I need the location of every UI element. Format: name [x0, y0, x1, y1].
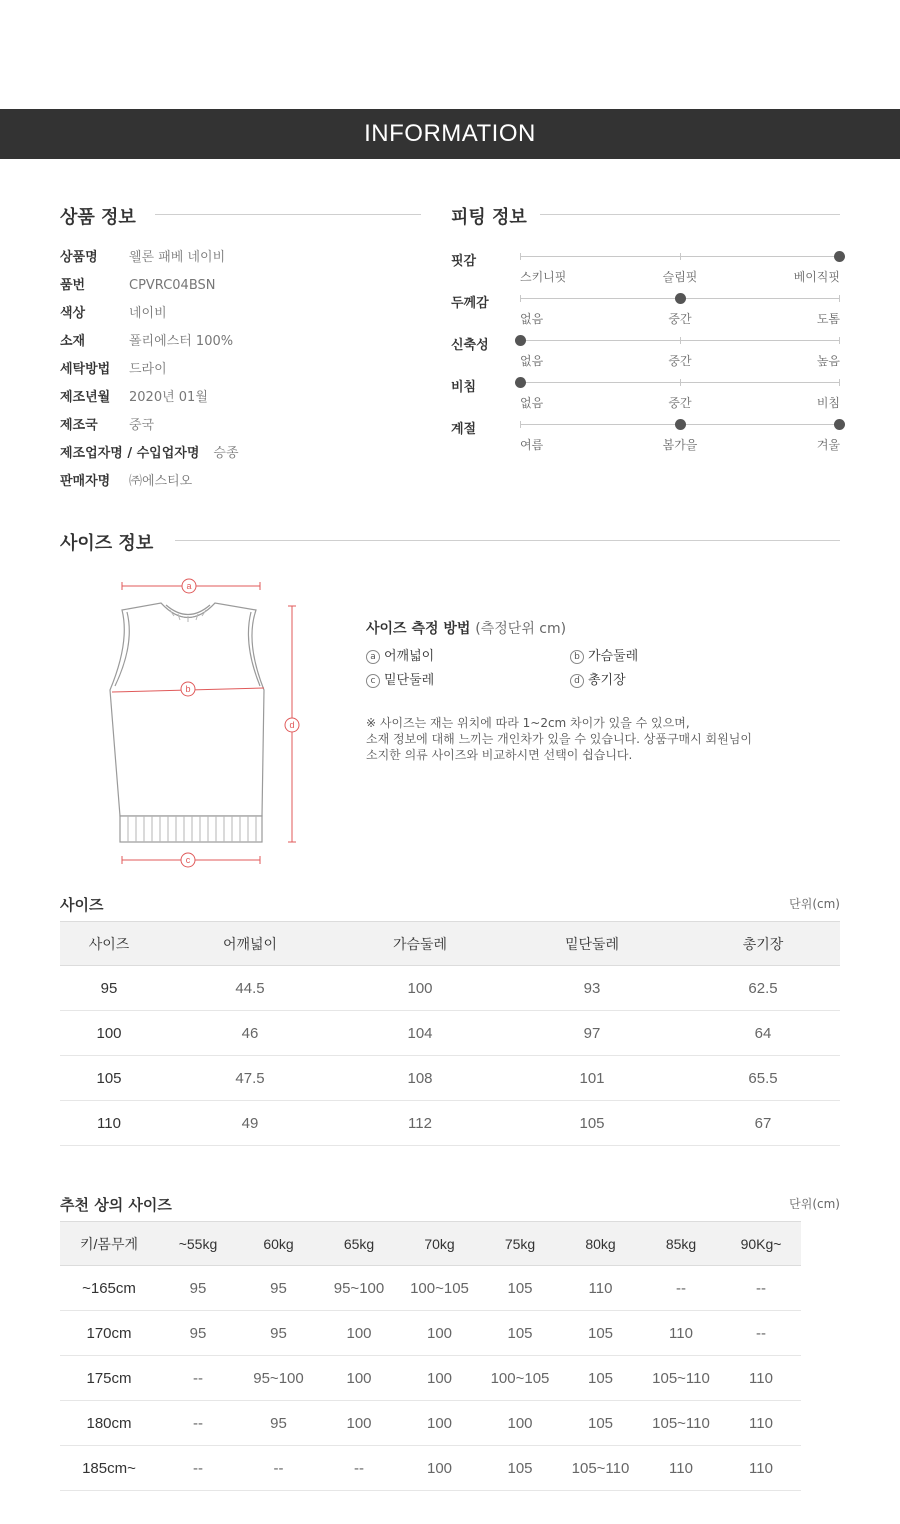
table-cell: 110 [721, 1356, 801, 1401]
measure-label-c: 밑단둘레 [384, 673, 435, 688]
fitting-track [520, 382, 840, 410]
table-cell: 105 [560, 1401, 641, 1446]
table-cell: -- [158, 1446, 238, 1491]
fitting-option: 스키니핏 [520, 270, 567, 284]
table-cell: 95 [238, 1311, 319, 1356]
table-header-row [60, 922, 840, 966]
measure-label-a: 어깨넓이 [384, 649, 435, 664]
table-cell: 105~110 [560, 1446, 641, 1491]
table-cell: 105 [480, 1266, 560, 1311]
product-info-title: 상품 정보 [60, 207, 136, 228]
product-info-value: 드라이 [129, 362, 167, 377]
table-cell: 105 [498, 1101, 686, 1146]
table-cell: 65.5 [686, 1056, 840, 1101]
table-header-cell: 키/몸무게 [60, 1222, 158, 1266]
product-info-value: 웰론 패베 네이비 [129, 250, 226, 265]
banner-title: INFORMATION [364, 120, 536, 147]
size-info-divider [175, 540, 840, 541]
fitting-option: 베이직핏 [793, 270, 840, 284]
product-info-row [60, 360, 167, 380]
size-table-unit: 단위(cm) [789, 897, 840, 911]
table-row [60, 1311, 840, 1356]
fitting-label: 핏감 [451, 254, 477, 269]
size-info-title: 사이즈 정보 [60, 533, 154, 554]
table-cell: 110 [641, 1446, 721, 1491]
table-cell: 44.5 [158, 966, 342, 1011]
table-header-cell: 총기장 [686, 922, 840, 966]
fitting-label: 신축성 [451, 338, 489, 353]
fitting-tick [680, 337, 681, 344]
table-cell: 104 [342, 1011, 498, 1056]
product-info-label: 색상 [60, 306, 86, 321]
fitting-selected-dot [515, 335, 526, 346]
table-header-cell: ~55kg [158, 1222, 238, 1266]
table-header-cell: 70kg [399, 1222, 480, 1266]
table-header-cell: 사이즈 [60, 922, 158, 966]
fitting-label: 계절 [451, 422, 477, 437]
product-info-value: ㈜에스티오 [129, 474, 193, 489]
table-cell: 105 [480, 1311, 560, 1356]
product-info-label: 품번 [60, 278, 86, 293]
fitting-selected-dot [675, 419, 686, 430]
table-cell: 110 [560, 1266, 641, 1311]
fitting-selected-dot [834, 419, 845, 430]
table-header-cell: 가슴둘레 [342, 922, 498, 966]
product-info-row [60, 332, 233, 352]
fitting-option: 슬림핏 [662, 270, 698, 284]
table-cell: 95 [238, 1401, 319, 1446]
table-cell: 100 [342, 966, 498, 1011]
measure-item-c [366, 669, 434, 688]
vest-diagram [100, 570, 310, 870]
table-cell: 175cm [60, 1356, 158, 1401]
fitting-track [520, 424, 840, 452]
table-cell: 100 [319, 1356, 399, 1401]
size-note-line-3: 소지한 의류 사이즈와 비교하시면 선택이 쉽습니다. [366, 748, 633, 762]
measure-item-b [570, 645, 638, 664]
table-cell: 47.5 [158, 1056, 342, 1101]
product-info-label: 제조년월 [60, 390, 111, 405]
table-cell: -- [158, 1356, 238, 1401]
fitting-option: 도톰 [816, 312, 840, 326]
marker-c-icon: c [366, 674, 380, 688]
marker-d-icon: d [570, 674, 584, 688]
fitting-tick [839, 337, 840, 344]
size-table-title: 사이즈 [60, 896, 104, 914]
table-cell: 170cm [60, 1311, 158, 1356]
table-cell: 110 [721, 1401, 801, 1446]
fitting-option: 봄가을 [662, 438, 698, 452]
marker-a-icon: a [366, 650, 380, 664]
fitting-selected-dot [515, 377, 526, 388]
fitting-track [520, 298, 840, 326]
fitting-tick [520, 253, 521, 260]
table-cell: 185cm~ [60, 1446, 158, 1491]
table-cell: 95 [158, 1311, 238, 1356]
fitting-track [520, 340, 840, 368]
table-cell: -- [721, 1266, 801, 1311]
fitting-option: 중간 [668, 354, 692, 368]
fitting-row [451, 334, 841, 374]
table-header-cell: 80kg [560, 1222, 641, 1266]
table-cell: 110 [641, 1311, 721, 1356]
table-cell: 112 [342, 1101, 498, 1146]
marker-d: d [289, 720, 295, 730]
fitting-option: 높음 [816, 354, 840, 368]
table-header-cell: 90Kg~ [721, 1222, 801, 1266]
product-info-row [60, 276, 215, 296]
recommend-table [60, 1221, 840, 1491]
product-info-divider [155, 214, 421, 215]
product-info-value: 2020년 01월 [129, 390, 208, 405]
fitting-option: 비침 [816, 396, 840, 410]
table-cell: 100 [60, 1011, 158, 1056]
product-info-value: 승종 [213, 446, 239, 461]
product-info-label: 제조업자명 / 수입업자명 [60, 446, 200, 461]
product-info-row [60, 416, 154, 436]
measure-method-label: 사이즈 측정 방법 [366, 621, 471, 637]
table-cell: -- [721, 1311, 801, 1356]
product-info-label: 제조국 [60, 418, 98, 433]
product-info-value: CPVRC04BSN [129, 278, 216, 293]
table-cell: 67 [686, 1101, 840, 1146]
table-cell: 49 [158, 1101, 342, 1146]
fitting-selected-dot [675, 293, 686, 304]
table-cell: 97 [498, 1011, 686, 1056]
measure-unit: (측정단위 cm) [475, 621, 567, 637]
table-cell: 100 [399, 1356, 480, 1401]
table-cell: 105 [60, 1056, 158, 1101]
fitting-option: 겨울 [816, 438, 840, 452]
fitting-row [451, 250, 841, 290]
information-banner [0, 109, 900, 159]
fitting-tick [839, 379, 840, 386]
table-cell: 105 [560, 1311, 641, 1356]
table-row [60, 1446, 840, 1491]
size-table [60, 921, 840, 1146]
product-info-value: 중국 [129, 418, 155, 433]
size-note-line-1: ※ 사이즈는 재는 위치에 따라 1~2cm 차이가 있을 수 있으며, [366, 716, 690, 730]
measure-label-d: 총기장 [588, 673, 626, 688]
product-info-label: 판매자명 [60, 474, 111, 489]
product-info-value: 폴리에스터 100% [129, 334, 234, 349]
table-cell: -- [641, 1266, 721, 1311]
table-cell: 100 [319, 1401, 399, 1446]
table-cell: -- [319, 1446, 399, 1491]
fitting-row [451, 292, 841, 332]
product-info-value: 네이비 [129, 306, 167, 321]
table-cell: 105 [480, 1446, 560, 1491]
fitting-tick [520, 421, 521, 428]
table-cell: 105~110 [641, 1356, 721, 1401]
table-cell: 100 [399, 1446, 480, 1491]
table-cell: 105~110 [641, 1401, 721, 1446]
table-cell: 110 [721, 1446, 801, 1491]
measure-label-b: 가슴둘레 [588, 649, 639, 664]
table-cell: 100 [319, 1311, 399, 1356]
table-cell: ~165cm [60, 1266, 158, 1311]
table-cell: 64 [686, 1011, 840, 1056]
fitting-tick [680, 253, 681, 260]
table-header-cell: 85kg [641, 1222, 721, 1266]
recommend-table-title: 추천 상의 사이즈 [60, 1196, 172, 1214]
table-cell: 95 [158, 1266, 238, 1311]
product-info-label: 소재 [60, 334, 86, 349]
fitting-info-divider [540, 214, 840, 215]
table-cell: 62.5 [686, 966, 840, 1011]
product-info-row [60, 472, 192, 492]
table-cell: 100 [399, 1401, 480, 1446]
marker-b: b [185, 684, 191, 694]
fitting-track [520, 256, 840, 284]
marker-b-icon: b [570, 650, 584, 664]
table-cell: 100~105 [480, 1356, 560, 1401]
table-row [60, 1266, 840, 1311]
size-note-line-2: 소재 정보에 대해 느끼는 개인차가 있을 수 있습니다. 상품구매시 회원님이 [366, 732, 752, 746]
product-info-row [60, 248, 225, 268]
fitting-tick [839, 295, 840, 302]
table-cell: 95 [60, 966, 158, 1011]
fitting-row [451, 418, 841, 458]
table-cell: 110 [60, 1101, 158, 1146]
fitting-label: 두께감 [451, 296, 489, 311]
table-cell: 46 [158, 1011, 342, 1056]
table-row [60, 1056, 840, 1101]
fitting-option: 없음 [520, 312, 544, 326]
fitting-row [451, 376, 841, 416]
table-row [60, 966, 840, 1011]
table-cell: 101 [498, 1056, 686, 1101]
product-info-row [60, 304, 167, 324]
fitting-option: 없음 [520, 354, 544, 368]
table-header-cell: 어깨넓이 [158, 922, 342, 966]
fitting-label: 비침 [451, 380, 477, 395]
table-cell: 93 [498, 966, 686, 1011]
table-cell: 100~105 [399, 1266, 480, 1311]
fitting-option: 없음 [520, 396, 544, 410]
recommend-table-unit: 단위(cm) [789, 1197, 840, 1211]
marker-a: a [186, 581, 192, 591]
table-header-cell: 밑단둘레 [498, 922, 686, 966]
table-cell: 95 [238, 1266, 319, 1311]
table-header-row [60, 1222, 840, 1266]
table-header-cell: 65kg [319, 1222, 399, 1266]
fitting-tick [680, 379, 681, 386]
fitting-info-title: 피팅 정보 [451, 207, 527, 228]
table-cell: 100 [399, 1311, 480, 1356]
measure-item-d [570, 669, 626, 688]
table-header-cell: 60kg [238, 1222, 319, 1266]
fitting-option: 중간 [668, 396, 692, 410]
table-row [60, 1401, 840, 1446]
fitting-tick [520, 295, 521, 302]
table-row [60, 1011, 840, 1056]
table-cell: 105 [560, 1356, 641, 1401]
fitting-selected-dot [834, 251, 845, 262]
fitting-option: 여름 [520, 438, 544, 452]
product-info-row [60, 388, 208, 408]
product-info-label: 세탁방법 [60, 362, 111, 377]
table-row [60, 1356, 840, 1401]
marker-c: c [185, 855, 191, 865]
measure-method-title [366, 618, 566, 638]
product-info-label: 상품명 [60, 250, 98, 265]
table-cell: 95~100 [238, 1356, 319, 1401]
table-cell: 180cm [60, 1401, 158, 1446]
table-cell: -- [158, 1401, 238, 1446]
table-cell: 108 [342, 1056, 498, 1101]
table-cell: -- [238, 1446, 319, 1491]
table-row [60, 1101, 840, 1146]
table-cell: 100 [480, 1401, 560, 1446]
table-header-cell: 75kg [480, 1222, 560, 1266]
measure-item-a [366, 645, 434, 664]
product-info-row [60, 444, 239, 464]
table-cell: 95~100 [319, 1266, 399, 1311]
fitting-option: 중간 [668, 312, 692, 326]
